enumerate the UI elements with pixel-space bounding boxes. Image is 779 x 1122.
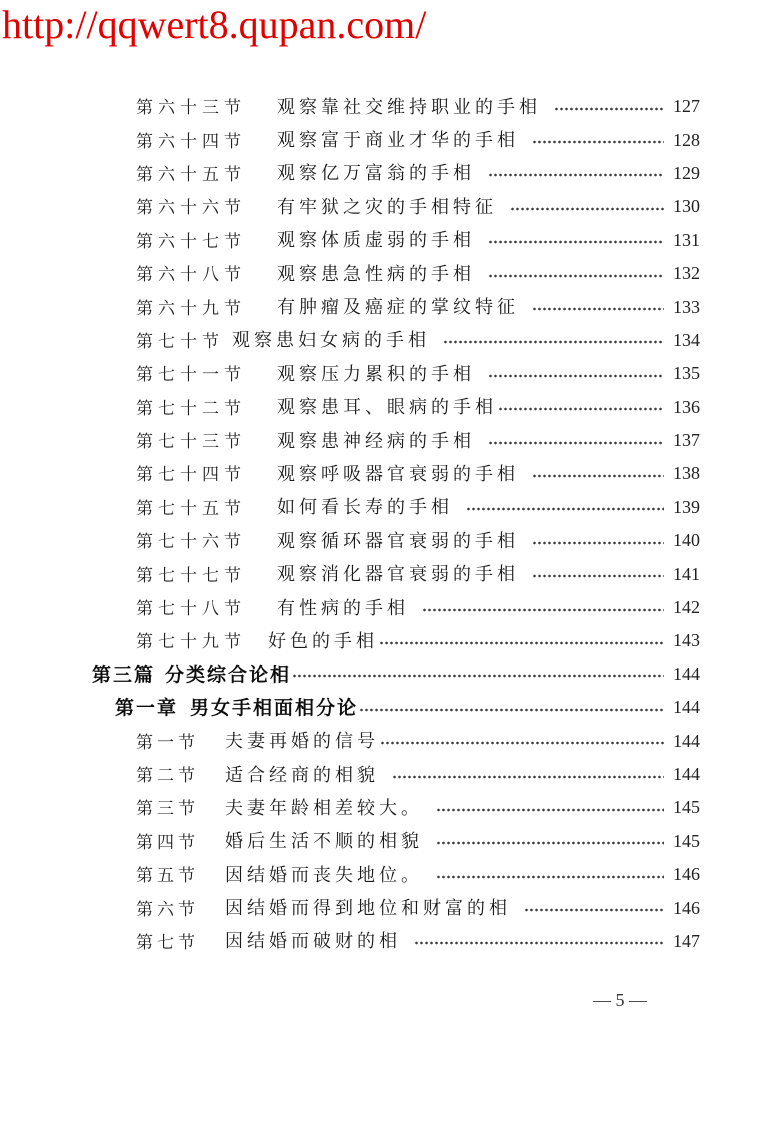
- entry-number: 第七十九节: [136, 632, 246, 653]
- part-title: 分类综合论相: [165, 663, 292, 686]
- entry-number: 第四节: [136, 832, 199, 853]
- part-heading: [0, 657, 779, 690]
- leader-dots: [415, 940, 664, 946]
- entry-number: 第七十三节: [136, 432, 246, 453]
- entry-title: 夫妻再婚的信号: [225, 731, 379, 753]
- entry-title: 观察体质虚弱的手相: [277, 230, 475, 252]
- entry-number: 第七十五节: [136, 498, 246, 519]
- toc-entry: [0, 156, 779, 189]
- entry-title: 如何看长寿的手相: [277, 497, 453, 519]
- entry-title: 因结婚而丧失地位。: [225, 864, 423, 886]
- entry-title: 观察患神经病的手相: [277, 430, 475, 452]
- chapter-title: 男女手相面相分论: [190, 697, 359, 720]
- part-number: 第三篇: [92, 663, 156, 686]
- entry-page: 129: [673, 162, 700, 183]
- entry-page: 131: [673, 229, 700, 250]
- toc-entry: [0, 189, 779, 222]
- entry-title: 有牢狱之灾的手相特征: [277, 196, 497, 218]
- entry-number: 第七节: [136, 932, 199, 953]
- leader-dots: [489, 440, 664, 446]
- leader-dots: [393, 774, 664, 780]
- entry-number: 第六十七节: [136, 231, 246, 252]
- entry-page: 146: [673, 864, 700, 885]
- leader-dots: [381, 740, 664, 746]
- entry-page: 136: [673, 396, 700, 417]
- toc-entry: [0, 122, 779, 155]
- toc-entry: [0, 523, 779, 556]
- entry-page: 143: [673, 630, 700, 651]
- entry-title: 有肿瘤及癌症的掌纹特征: [277, 297, 519, 319]
- leader-dots: [437, 874, 664, 880]
- toc-entry: [0, 723, 779, 756]
- entry-title: 观察富于商业才华的手相: [277, 130, 519, 152]
- entry-title: 婚后生活不顺的相貌: [225, 831, 423, 853]
- toc-entry: [0, 289, 779, 322]
- entry-title: 观察循环器官衰弱的手相: [277, 530, 519, 552]
- entry-page: 139: [673, 496, 700, 517]
- entry-page: 147: [673, 930, 700, 951]
- entry-number: 第六十八节: [136, 265, 246, 286]
- entry-page: 145: [673, 797, 700, 818]
- toc-entry: [0, 924, 779, 957]
- toc-entry: [0, 857, 779, 890]
- entry-number: 第七十一节: [136, 365, 246, 386]
- leader-dots: [489, 273, 664, 279]
- toc-entry: [0, 456, 779, 489]
- entry-number: 第二节: [136, 766, 199, 786]
- page-number: — 5 —: [593, 990, 647, 1010]
- entry-page: 144: [673, 730, 700, 751]
- entry-number: 第六节: [136, 899, 199, 920]
- entry-title: 有性病的手相: [277, 597, 409, 619]
- leader-dots: [533, 540, 664, 546]
- leader-dots: [293, 673, 664, 679]
- leader-dots: [533, 573, 664, 579]
- entry-title: 因结婚而破财的相: [225, 931, 401, 953]
- leader-dots: [380, 640, 664, 646]
- entry-title: 观察患急性病的手相: [277, 263, 475, 285]
- chapter-number: 第一章: [115, 697, 179, 720]
- toc-entry: [0, 390, 779, 423]
- table-of-contents: [0, 89, 779, 957]
- leader-dots: [533, 473, 664, 479]
- leader-dots: [489, 239, 664, 245]
- entry-title: 观察亿万富翁的手相: [277, 163, 475, 185]
- toc-entry: [0, 757, 779, 790]
- entry-number: 第六十五节: [136, 164, 246, 185]
- entry-title: 因结婚而得到地位和财富的相: [225, 898, 511, 920]
- entry-page: 145: [673, 830, 700, 851]
- entry-page: 140: [673, 530, 700, 551]
- entry-page: 144: [673, 663, 700, 684]
- leader-dots: [437, 840, 664, 846]
- entry-page: 128: [673, 129, 700, 150]
- entry-page: 146: [673, 897, 700, 918]
- toc-entry: [0, 356, 779, 389]
- entry-page: 141: [673, 563, 700, 584]
- entry-page: 142: [673, 597, 700, 618]
- entry-page: 144: [673, 764, 700, 784]
- leader-dots: [555, 106, 664, 112]
- entry-number: 第七十二节: [136, 398, 246, 419]
- leader-dots: [533, 306, 664, 312]
- toc-entry: [0, 890, 779, 923]
- entry-page: 132: [673, 263, 700, 284]
- entry-title: 好色的手相: [268, 630, 378, 652]
- toc-entry: [0, 223, 779, 256]
- entry-page: 133: [673, 296, 700, 317]
- entry-number: 第七十四节: [136, 465, 246, 486]
- entry-page: 144: [673, 697, 700, 718]
- toc-entry: [0, 423, 779, 456]
- leader-dots: [511, 206, 664, 212]
- toc-entry: [0, 590, 779, 623]
- leader-dots: [525, 907, 664, 913]
- leader-dots: [489, 373, 664, 379]
- entry-number: 第七十六节: [136, 532, 246, 553]
- leader-dots: [423, 607, 664, 613]
- toc-entry: [0, 323, 779, 356]
- entry-number: 第六十六节: [136, 198, 246, 219]
- entry-number: 第五节: [136, 866, 199, 887]
- entry-title: 适合经商的相貌: [225, 764, 379, 786]
- leader-dots: [444, 339, 664, 345]
- chapter-heading: [0, 690, 779, 723]
- toc-entry: [0, 623, 779, 656]
- entry-page: 138: [673, 463, 700, 484]
- entry-page: 134: [673, 329, 700, 350]
- entry-page: 137: [673, 430, 700, 451]
- entry-title: 观察压力累积的手相: [277, 363, 475, 385]
- toc-entry: [0, 256, 779, 289]
- toc-entry: [0, 556, 779, 589]
- entry-number: 第七十节: [136, 331, 224, 352]
- leader-dots: [437, 807, 664, 813]
- entry-page: 135: [673, 363, 700, 384]
- entry-number: 第三节: [136, 799, 199, 820]
- entry-number: 第七十八节: [136, 599, 246, 620]
- entry-title: 观察消化器官衰弱的手相: [277, 564, 519, 586]
- leader-dots: [360, 707, 664, 713]
- toc-entry: [0, 790, 779, 823]
- leader-dots: [489, 172, 664, 178]
- entry-number: 第六十九节: [136, 298, 246, 319]
- entry-number: 第七十七节: [136, 565, 246, 586]
- entry-title: 观察患耳、眼病的手相: [277, 397, 497, 419]
- entry-number: 第六十三节: [136, 98, 246, 119]
- toc-entry: [0, 490, 779, 523]
- entry-title: 观察患妇女病的手相: [232, 330, 430, 352]
- watermark-url: http://qqwert8.qupan.com/: [2, 2, 427, 47]
- entry-title: 夫妻年龄相差较大。: [225, 797, 423, 819]
- leader-dots: [533, 139, 664, 145]
- entry-page: 127: [673, 96, 700, 117]
- leader-dots: [467, 506, 664, 512]
- toc-entry: [0, 89, 779, 122]
- entry-number: 第六十四节: [136, 131, 246, 152]
- entry-title: 观察呼吸器官衰弱的手相: [277, 463, 519, 485]
- entry-page: 130: [673, 196, 700, 217]
- entry-title: 观察靠社交维持职业的手相: [277, 96, 541, 118]
- leader-dots: [499, 406, 664, 412]
- toc-entry: [0, 824, 779, 857]
- entry-number: 第一节: [136, 732, 199, 753]
